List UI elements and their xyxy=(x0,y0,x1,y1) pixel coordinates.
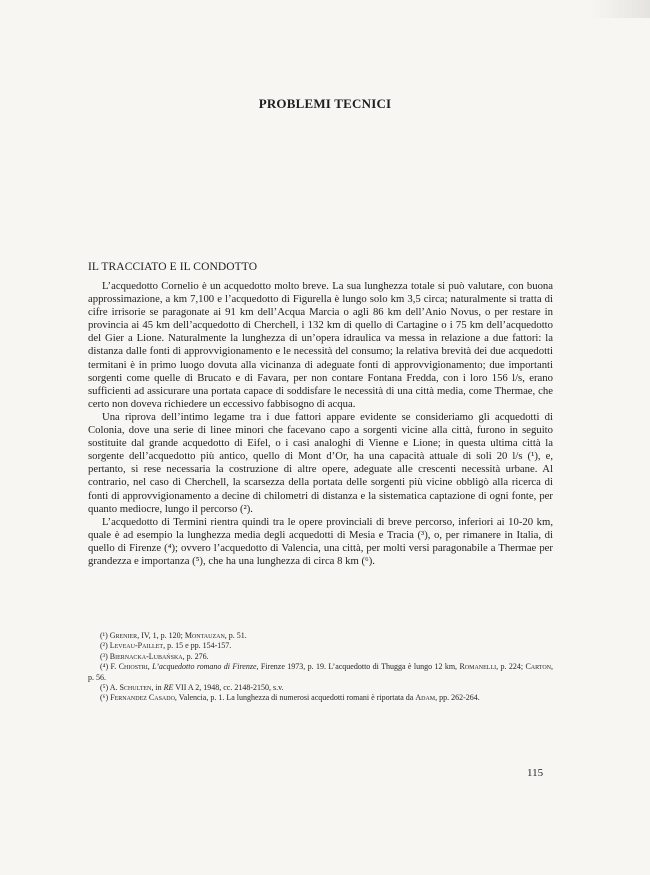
scan-shadow xyxy=(590,0,650,18)
page-number: 115 xyxy=(527,767,544,779)
footnote-4: (⁴) F. Chiostri, L’acquedotto romano di Firenze, Firenze 1973, p. 19. L’acquedotto di Thugga è lungo 12 km, Romanelli, p. 224; Carton, p. 56. xyxy=(88,662,553,682)
chapter-title: PROBLEMI TECNICI xyxy=(258,96,392,111)
footnotes xyxy=(88,631,553,704)
footnote-1: (¹) Grenier, IV, 1, p. 120; Montauzan, p. 51. xyxy=(100,631,247,640)
footnote-6: (⁶) Fernandez Casado, Valencia, p. 1. La lunghezza di numerosi acquedotti romani è riportata da Adam, pp. 262-264. xyxy=(100,693,480,703)
section-title: IL TRACCIATO E IL CONDOTTO xyxy=(88,261,258,273)
paragraph: L’acquedotto di Termini rientra quindi tra le opere provinciali di breve percorso, inferiori ai 10-20 km, quale è ad esempio la lunghezza media degli acquedotti di Mesia e Tracia (³), o, per rimanere in Italia, di quello di Firenze (⁴); ovvero l’acquedotto di Valencia, una città, per molti versi paragonabile a Thermae per grandezza e importanza (⁵), che ha una lunghezza di circa 8 km (⁶). xyxy=(88,515,553,567)
footnote-2: (²) Leveau-Paillet, p. 15 e pp. 154-157. xyxy=(100,641,232,651)
paragraph: L’acquedotto Cornelio è un acquedotto molto breve. La sua lunghezza totale si può valutare, con buona approssimazione, a km 7,100 e l’acquedotto di Figurella è lungo solo km 3,5 circa; naturalmente si tratta di cifre irrisorie se paragonate ai 91 km dell’Acqua Marcia o agli 86 km dell’Anio Novus, o per restare in provincia ai 45 km dell’acquedotto di Cherchell, i 132 km di quello di Cartagine o i 75 km dell’acquedotto del Gier a Lione. Naturalmente la lunghezza di un’opera idraulica va messa in relazione a due fattori: la distanza dalle fonti di approvvigionamento e le necessità del consumo; la relativa brevità dei due acquedotti termitani è in primo luogo dovuta alla vicinanza di adeguate fonti di approvvigionamento; due importanti sorgenti come quelle di Brucato e di Favara, per non contare Fontana Fredda, con i loro 156 l/s, erano sufficienti ad assicurare una portata capace di soddisfare le necessità di una città media, come Thermae, che certo non doveva richiedere un eccessivo fabbisogno di acqua. xyxy=(88,280,553,410)
footnote-5: (⁵) A. Schulten, in RE VII A 2, 1948, cc. 2148-2150, s.v. xyxy=(100,683,284,693)
footnote-3: (³) Biernacka-Lubańska, p. 276. xyxy=(100,651,209,661)
paragraph: Una riprova dell’intimo legame tra i due fattori appare evidente se consideriamo gli acquedotti di Colonia, dove una serie di linee minori che facevano capo a sorgenti vicine alla città, furono in seguito sostituite dal grande acquedotto di Eifel, o i casi analoghi di Vienne e Lione; in questa ultima città la sorgente dell’acquedotto più antico, quello di Mont d’Or, ha una capacità attuale di soli 20 l/s (¹), e, pertanto, si rese necessaria la costruzione di altre opere, adeguate alle crescenti necessità urbane. Al contrario, nel caso di Cherchell, la scarsezza della portata delle sorgenti più vicine obbligò alla ricerca di fonti di approvvigionamento a decine di chilometri di distanza e la sistematica captazione di ogni fonte, per quanto mediocre, lungo il percorso (²). xyxy=(88,410,553,515)
body-text xyxy=(88,280,553,568)
